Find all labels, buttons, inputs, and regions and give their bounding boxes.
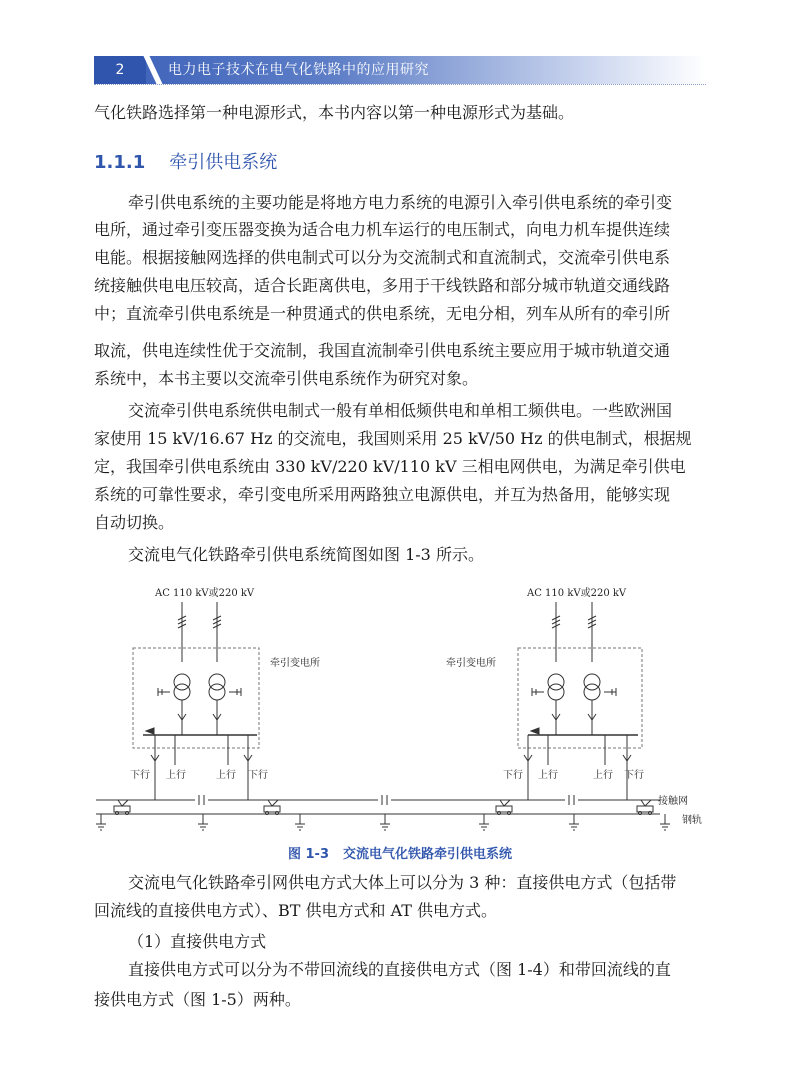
- paragraph-line: 牵引供电系统的主要功能是将地方电力系统的电源引入牵引供电系统的牵引变: [128, 193, 673, 212]
- list-item: （1）直接供电方式: [128, 932, 267, 951]
- feeder-label: 下行: [248, 770, 268, 781]
- feeder-label: 下行: [624, 770, 644, 781]
- feeder-label: 上行: [216, 770, 236, 781]
- figure-caption: [0, 843, 800, 862]
- paragraph-line: 电能。根据接触网选择的供电制式可以分为交流制式和直流制式，交流牵引供电系: [94, 248, 671, 267]
- paragraph-line: 回流线的直接供电方式）、BT 供电方式和 AT 供电方式。: [94, 901, 498, 920]
- section-title: 牵引供电系统: [169, 152, 278, 173]
- feeder-label: 上行: [538, 770, 558, 781]
- intro-line: 气化铁路选择第一种电源形式，本书内容以第一种电源形式为基础。: [94, 103, 575, 122]
- locomotive-icon: [496, 800, 512, 815]
- substation-label-right: 牵引变电所: [446, 658, 496, 669]
- section-heading: [94, 148, 277, 174]
- paragraph-line: 系统中，本书主要以交流牵引供电系统作为研究对象。: [94, 369, 479, 388]
- paragraph-line: 家使用 15 kV/16.67 Hz 的交流电，我国则采用 25 kV/50 Hz 的供电制式，根据规: [94, 429, 692, 448]
- traction-power-diagram: [0, 570, 800, 840]
- feeder-label: 下行: [130, 770, 150, 781]
- section-number: 1.1.1: [94, 152, 146, 173]
- figure-caption-text: 交流电气化铁路牵引供电系统: [343, 847, 513, 862]
- source-label-left: AC 110 kV或220 kV: [155, 588, 255, 599]
- feeder-label: 上行: [166, 770, 186, 781]
- substation-label-left: 牵引变电所: [270, 658, 320, 669]
- running-title: 电力电子技术在电气化铁路中的应用研究: [168, 62, 429, 78]
- paragraph-line: 取流，供电连续性优于交流制，我国直流制牵引供电系统主要应用于城市轨道交通: [94, 341, 671, 360]
- paragraph-line: 接供电方式（图 1-5）两种。: [94, 990, 301, 1009]
- paragraph-line: 统接触供电电压较高，适合长距离供电，多用于干线铁路和部分城市轨道交通线路: [94, 276, 671, 295]
- paragraph-line: 中；直流牵引供电系统是一种贯通式的供电系统，无电分相，列车从所有的牵引所: [94, 304, 671, 323]
- catenary-label: 接触网: [658, 796, 688, 807]
- rail-label: 钢轨: [682, 815, 702, 826]
- paragraph-line: 交流牵引供电系统供电制式一般有单相低频供电和单相工频供电。一些欧洲国: [128, 401, 673, 420]
- locomotive-icon: [264, 800, 280, 815]
- feeder-label: 下行: [503, 770, 523, 781]
- paragraph-line: 定，我国牵引供电系统由 330 kV/220 kV/110 kV 三相电网供电，为满足牵引供电: [94, 457, 686, 476]
- source-label-right: AC 110 kV或220 kV: [527, 588, 627, 599]
- paragraph-line: 自动切换。: [94, 513, 175, 532]
- paragraph-line: 系统的可靠性要求，牵引变电所采用两路独立电源供电，并互为热备用，能够实现: [94, 485, 671, 504]
- paragraph-line: 交流电气化铁路牵引供电系统简图如图 1-3 所示。: [128, 545, 484, 564]
- page-number: 2: [94, 56, 146, 84]
- header-rule: [94, 84, 706, 85]
- feeder-label: 上行: [593, 770, 613, 781]
- figure-number: 图 1-3: [287, 847, 329, 862]
- paragraph-line: 直接供电方式可以分为不带回流线的直接供电方式（图 1-4）和带回流线的直: [128, 960, 671, 979]
- locomotive-icon: [114, 800, 130, 815]
- paragraph-line: 电所，通过牵引变压器变换为适合电力机车运行的电压制式，向电力机车提供连续: [94, 220, 671, 239]
- paragraph-line: 交流电气化铁路牵引网供电方式大体上可以分为 3 种：直接供电方式（包括带: [128, 873, 677, 892]
- locomotive-icon: [637, 800, 653, 815]
